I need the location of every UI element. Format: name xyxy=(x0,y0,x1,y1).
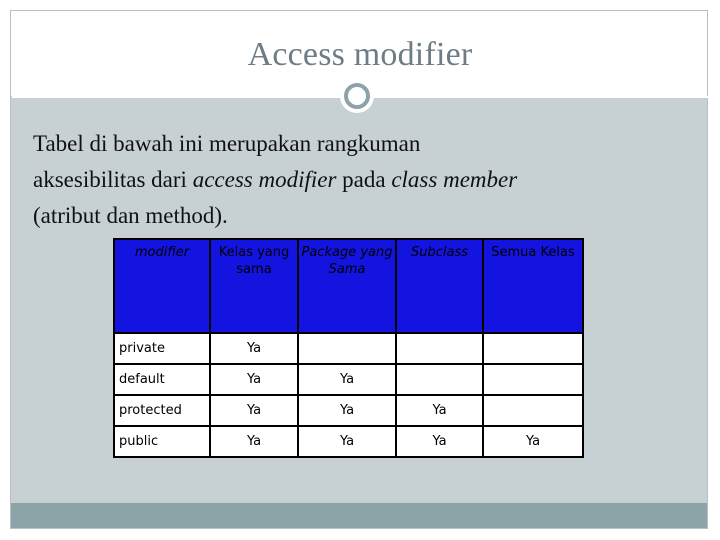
cell-semua-kelas xyxy=(483,333,583,364)
cell-modifier: default xyxy=(114,364,210,395)
cell-package-yang-sama: Ya xyxy=(298,395,396,426)
access-modifier-table xyxy=(113,238,584,458)
table-row xyxy=(114,333,583,364)
cell-subclass xyxy=(396,333,483,364)
table-row xyxy=(114,395,583,426)
cell-package-yang-sama: Ya xyxy=(298,364,396,395)
cell-package-yang-sama xyxy=(298,333,396,364)
body-line-2-mid: pada xyxy=(336,167,392,192)
table-row xyxy=(114,426,583,457)
cell-modifier: public xyxy=(114,426,210,457)
body-line-3: (atribut dan method). xyxy=(33,203,228,228)
cell-kelas-yang-sama: Ya xyxy=(210,364,298,395)
cell-modifier: private xyxy=(114,333,210,364)
cell-kelas-yang-sama: Ya xyxy=(210,395,298,426)
header-kelas-yang-sama: Kelas yang sama xyxy=(210,239,298,333)
slide-title: Access modifier xyxy=(247,36,473,73)
cell-subclass: Ya xyxy=(396,395,483,426)
circle-ornament-icon xyxy=(340,79,374,113)
table-header-row xyxy=(114,239,583,333)
term-class-member: class member xyxy=(391,167,518,192)
footer-bar xyxy=(11,503,707,528)
cell-kelas-yang-sama: Ya xyxy=(210,333,298,364)
body-line-2-start: aksesibilitas dari xyxy=(33,167,193,192)
table-row xyxy=(114,364,583,395)
cell-semua-kelas xyxy=(483,395,583,426)
cell-subclass xyxy=(396,364,483,395)
header-subclass: Subclass xyxy=(396,239,483,333)
body-paragraph xyxy=(33,126,693,234)
header-semua-kelas: Semua Kelas xyxy=(483,239,583,333)
header-package-yang-sama: Package yang Sama xyxy=(298,239,396,333)
cell-kelas-yang-sama: Ya xyxy=(210,426,298,457)
cell-semua-kelas: Ya xyxy=(483,426,583,457)
term-access-modifier: access modifier xyxy=(192,167,337,192)
cell-modifier: protected xyxy=(114,395,210,426)
header-modifier: modifier xyxy=(114,239,210,333)
cell-package-yang-sama: Ya xyxy=(298,426,396,457)
body-line-1: Tabel di bawah ini merupakan rangkuman xyxy=(33,131,421,156)
cell-subclass: Ya xyxy=(396,426,483,457)
cell-semua-kelas xyxy=(483,364,583,395)
